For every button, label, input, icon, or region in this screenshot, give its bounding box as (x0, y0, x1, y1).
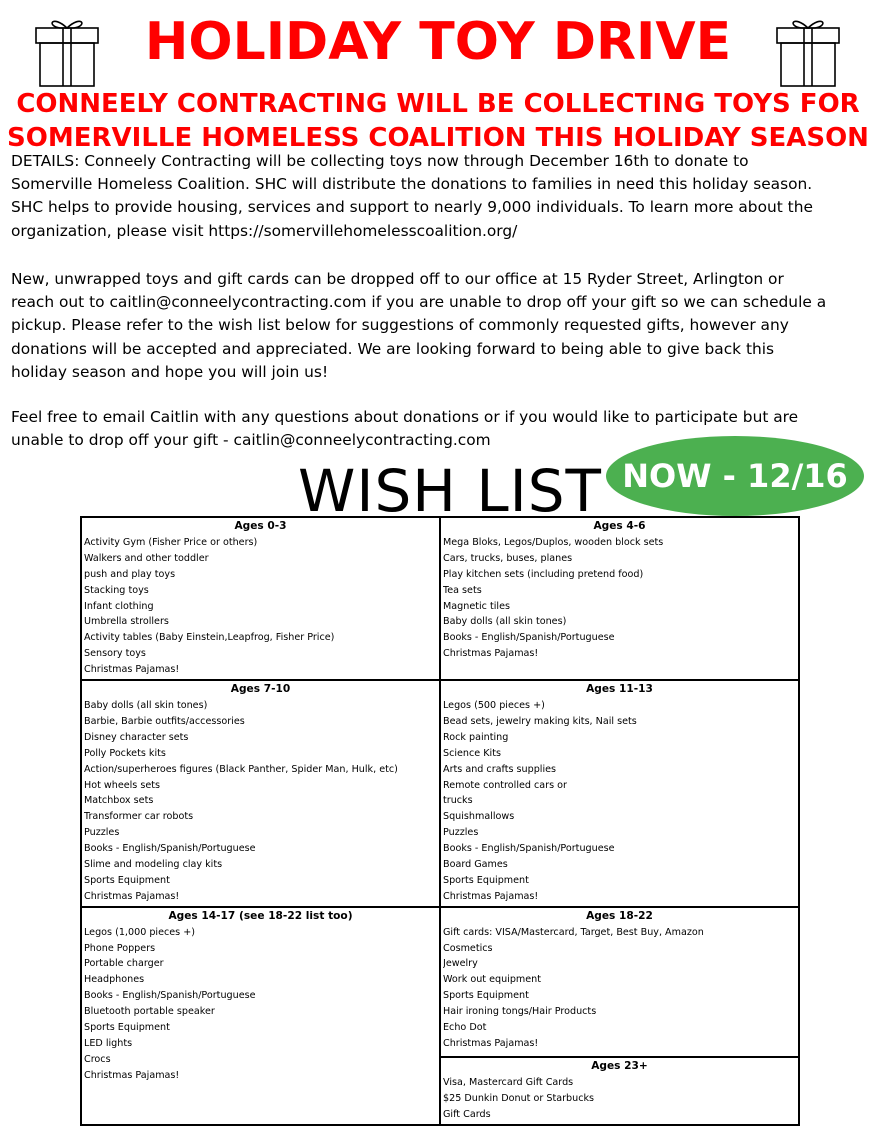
wish-list-table (80, 516, 800, 1126)
wish-list-item: Rock painting (443, 731, 509, 743)
page-title: HOLIDAY TOY DRIVE (144, 12, 732, 72)
wish-list-item: Transformer car robots (84, 811, 194, 823)
wish-list-item: Books - English/Spanish/Portuguese (84, 990, 256, 1002)
wish-list-item: Hair ironing tongs/Hair Products (443, 1006, 597, 1018)
wish-list-item: Puzzles (84, 827, 120, 839)
wish-list-item: Infant clothing (84, 600, 154, 612)
wish-list-item: Phone Poppers (84, 942, 156, 954)
dropoff-paragraph (11, 268, 871, 384)
wish-list-item: Crocs (84, 1053, 111, 1065)
wish-cell-ages-18-22-and-23-plus (440, 907, 799, 1125)
wish-list-item: LED lights (84, 1038, 133, 1049)
wish-list-item: Portable charger (84, 958, 164, 970)
wish-cell-ages-4-6 (440, 517, 799, 680)
wish-list-item: Visa, Mastercard Gift Cards (443, 1076, 574, 1088)
wish-list-item: Baby dolls (all skin tones) (84, 699, 208, 711)
wish-list-item: Christmas Pajamas! (84, 1069, 180, 1081)
age-group-heading: Ages 7-10 (230, 683, 291, 696)
wish-list-item: Sports Equipment (443, 990, 529, 1002)
wish-list-item: Disney character sets (84, 731, 189, 743)
wish-list-item: Gift cards: VISA/Mastercard, Target, Best Buy, Amazon (443, 926, 704, 938)
wish-list-item: Magnetic tiles (443, 600, 510, 612)
wish-list-item: Christmas Pajamas! (443, 1038, 539, 1049)
wish-list-item: Tea sets (443, 584, 482, 596)
wish-list-item: Cars, trucks, buses, planes (443, 552, 573, 564)
wish-list-item: Activity Gym (Fisher Price or others) (84, 536, 258, 548)
wish-list-item: Legos (1,000 pieces +) (84, 926, 196, 938)
wish-list-item: Legos (500 pieces +) (443, 699, 545, 711)
wish-list-item: Books - English/Spanish/Portuguese (84, 843, 256, 855)
wish-list-item: Mega Bloks, Legos/Duplos, wooden block sets (443, 536, 664, 548)
wish-list-item: Christmas Pajamas! (443, 648, 539, 660)
wish-list-item: Sensory toys (84, 648, 146, 660)
age-group-heading: Ages 23+ (441, 1056, 798, 1075)
text-line: New, unwrapped toys and gift cards can be dropped off to our office at 15 Ryder Street, Arlington or (11, 270, 784, 288)
wish-list-item: push and play toys (84, 568, 176, 580)
wish-list-item: Squishmallows (443, 811, 515, 823)
text-line: unable to drop off your gift - caitlin@conneelycontracting.com (11, 431, 491, 450)
wish-list-item: Remote controlled cars or (443, 779, 567, 791)
date-badge: NOW - 12/16 (606, 436, 864, 516)
text-line: holiday season and hope you will join us! (11, 362, 329, 381)
subtitle-line-1: CONNEELY CONTRACTING WILL BE COLLECTING TOYS FOR (16, 89, 860, 119)
wish-list-item: Puzzles (443, 827, 479, 839)
text-line: donations will be accepted and appreciated. We are looking forward to being able to give back this (11, 339, 775, 358)
wish-list-item: Umbrella strollers (84, 616, 169, 628)
wish-list-item: Bluetooth portable speaker (84, 1006, 215, 1018)
wish-list-item: Polly Pockets kits (84, 747, 166, 759)
text-line: reach out to caitlin@conneelycontracting.com if you are unable to drop off your gift so we can schedule a (11, 293, 827, 312)
wish-list-item: Walkers and other toddler (84, 552, 209, 564)
age-group-heading: Ages 4-6 (593, 520, 646, 532)
wish-list-item: Books - English/Spanish/Portuguese (443, 843, 615, 855)
wish-list-item: Christmas Pajamas! (84, 890, 180, 902)
text-line: Somerville Homeless Coalition. SHC will distribute the donations to families in need this holiday season. (11, 175, 813, 194)
wish-list-item: Christmas Pajamas! (443, 890, 539, 902)
wish-list-item: Headphones (84, 974, 145, 986)
text-line: organization, please visit https://somervillehomelesscoalition.org/ (11, 221, 518, 240)
wish-list-item: Jewelry (443, 958, 478, 970)
wish-cell-ages-0-3 (81, 517, 440, 680)
wish-cell-ages-7-10 (81, 680, 440, 907)
wish-list-item: Books - English/Spanish/Portuguese (443, 632, 615, 644)
wish-list-item: Action/superheroes figures (Black Panther, Spider Man, Hulk, etc) (84, 763, 398, 775)
wish-list-item: Matchbox sets (84, 795, 154, 807)
age-group-heading: Ages 14-17 (see 18-22 list too) (168, 909, 353, 922)
wish-list-item: Hot wheels sets (84, 779, 161, 791)
text-line: DETAILS: Conneely Contracting will be collecting toys now through December 16th to donate to (11, 152, 749, 170)
age-group-heading: Ages 0-3 (234, 520, 287, 532)
wish-list-item: Work out equipment (443, 974, 542, 986)
wish-list-item: Arts and crafts supplies (443, 763, 557, 775)
wish-list-title: WISH LIST (298, 457, 602, 525)
wish-list-item: Sports Equipment (443, 874, 529, 886)
wish-list-item: Christmas Pajamas! (84, 664, 180, 676)
wish-list-item: Play kitchen sets (including pretend food) (443, 568, 644, 580)
wish-list-item: Board Games (443, 859, 508, 871)
wish-list-item: Baby dolls (all skin tones) (443, 616, 567, 628)
age-group-heading: Ages 18-22 (586, 909, 653, 922)
wish-list-item: Gift Cards (443, 1108, 491, 1120)
wish-list-item: Slime and modeling clay kits (84, 859, 223, 871)
wish-list-item: Stacking toys (84, 584, 149, 596)
wish-list-item: Bead sets, jewelry making kits, Nail sets (443, 715, 637, 727)
text-line: pickup. Please refer to the wish list below for suggestions of commonly requested gifts, however any (11, 316, 789, 335)
wish-list-item: Science Kits (443, 747, 501, 759)
wish-list-item: Cosmetics (443, 942, 493, 954)
wish-cell-ages-11-13 (440, 680, 799, 907)
age-group-heading: Ages 11-13 (586, 683, 653, 696)
wish-cell-ages-14-17 (81, 907, 440, 1125)
wish-list-item: $25 Dunkin Donut or Starbucks (443, 1092, 595, 1104)
wish-list-item: Barbie, Barbie outfits/accessories (84, 715, 245, 727)
text-line: Feel free to email Caitlin with any questions about donations or if you would like to participate but are (11, 408, 799, 426)
details-paragraph (11, 150, 871, 243)
wish-list-item: Sports Equipment (84, 874, 170, 886)
wish-list-item: Echo Dot (443, 1022, 487, 1034)
text-line: SHC helps to provide housing, services and support to nearly 9,000 individuals. To learn more about the (11, 198, 813, 217)
subtitle-line-2: SOMERVILLE HOMELESS COALITION THIS HOLIDAY SEASON (7, 123, 869, 153)
wish-list-item: trucks (443, 795, 473, 807)
wish-list-item: Sports Equipment (84, 1022, 170, 1034)
wish-list-item: Activity tables (Baby Einstein,Leapfrog, Fisher Price) (84, 632, 335, 644)
